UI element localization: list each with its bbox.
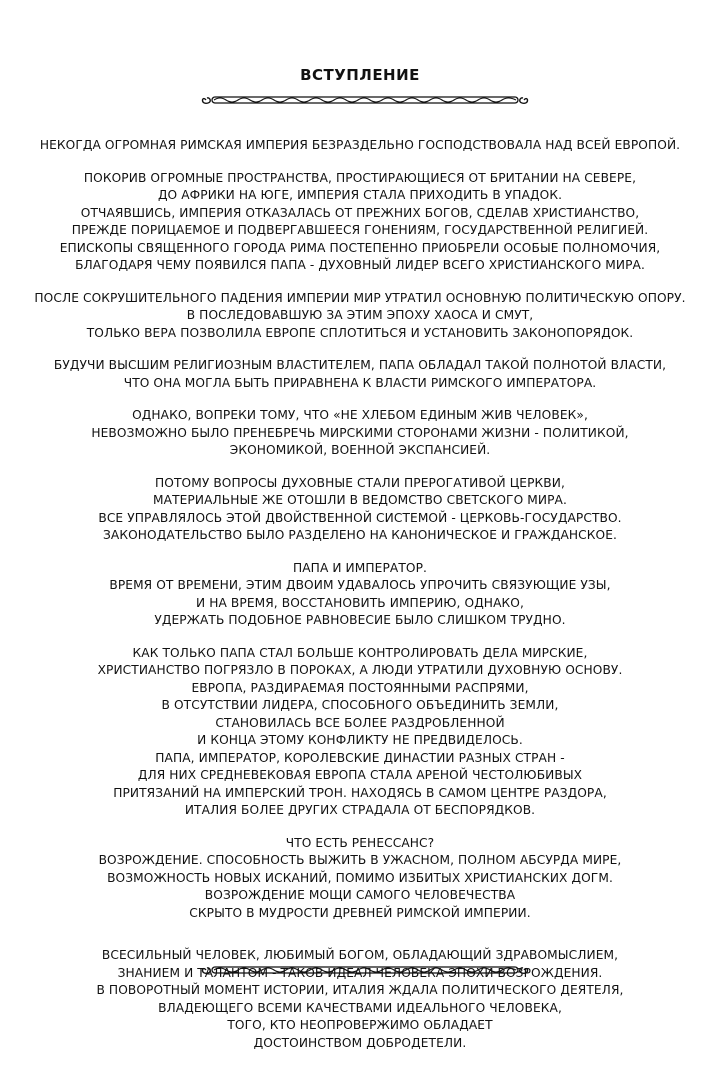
text-line: ЭКОНОМИКОЙ, ВОЕННОЙ ЭКСПАНСИЕЙ. bbox=[229, 443, 491, 457]
text-line: НЕВОЗМОЖНО БЫЛО ПРЕНЕБРЕЧЬ МИРСКИМИ СТОРОНАМИ ЖИЗНИ - ПОЛИТИКОЙ, bbox=[91, 425, 629, 440]
text-line: ПАПА И ИМПЕРАТОР. bbox=[292, 560, 427, 575]
text-line: ХРИСТИАНСТВО ПОГРЯЗЛО В ПОРОКАХ, А ЛЮДИ УТРАТИЛИ ДУХОВНУЮ ОСНОВУ. bbox=[97, 663, 623, 677]
text-line: И НА ВРЕМЯ, ВОССТАНОВИТЬ ИМПЕРИЮ, ОДНАКО, bbox=[196, 595, 524, 610]
text-line: ЧТО ОНА МОГЛА БЫТЬ ПРИРАВНЕНА К ВЛАСТИ РИМСКОГО ИМПЕРАТОРА. bbox=[123, 375, 597, 390]
text-line: ДОСТОИНСТВОМ ДОБРОДЕТЕЛИ. bbox=[253, 1035, 467, 1050]
text-line: ВСЕСИЛЬНЫЙ ЧЕЛОВЕК, ЛЮБИМЫЙ БОГОМ, ОБЛАДАЮЩИЙ ЗДРАВОМЫСЛИЕМ, bbox=[101, 948, 619, 962]
text-line: ДЛЯ НИХ СРЕДНЕВЕКОВАЯ ЕВРОПА СТАЛА АРЕНОЙ ЧЕСТОЛЮБИВЫХ bbox=[137, 768, 583, 782]
text-line: ВЛАДЕЮЩЕГО ВСЕМИ КАЧЕСТВАМИ ИДЕАЛЬНОГО ЧЕЛОВЕКА, bbox=[158, 1000, 562, 1015]
introduction-text bbox=[0, 137, 720, 1067]
text-line: БЛАГОДАРЯ ЧЕМУ ПОЯВИЛСЯ ПАПА - ДУХОВНЫЙ ЛИДЕР ВСЕГО ХРИСТИАНСКОГО МИРА. bbox=[75, 258, 645, 272]
text-line: ВСЕ УПРАВЛЯЛОСЬ ЭТОЙ ДВОЙСТВЕННОЙ СИСТЕМОЙ - ЦЕРКОВЬ-ГОСУДАРСТВО. bbox=[98, 510, 622, 525]
paragraph bbox=[0, 835, 720, 923]
bottom-ornament-divider bbox=[200, 962, 530, 978]
text-line: ИТАЛИЯ БОЛЕЕ ДРУГИХ СТРАДАЛА ОТ БЕСПОРЯДКОВ. bbox=[184, 803, 536, 817]
text-line: СТАНОВИЛАСЬ ВСЕ БОЛЕЕ РАЗДРОБЛЕННОЙ bbox=[215, 715, 505, 730]
text-line: КАК ТОЛЬКО ПАПА СТАЛ БОЛЬШЕ КОНТРОЛИРОВАТЬ ДЕЛА МИРСКИЕ, bbox=[132, 645, 588, 660]
text-line: В ПОСЛЕДОВАВШУЮ ЗА ЭТИМ ЭПОХУ ХАОСА И СМУТ, bbox=[186, 308, 534, 322]
text-line: ПРИТЯЗАНИЙ НА ИМПЕРСКИЙ ТРОН. НАХОДЯСЬ В САМОМ ЦЕНТРЕ РАЗДОРА, bbox=[113, 785, 607, 800]
paragraph bbox=[0, 475, 720, 545]
text-line: НЕКОГДА ОГРОМНАЯ РИМСКАЯ ИМПЕРИЯ БЕЗРАЗДЕЛЬНО ГОСПОДСТВОВАЛА НАД ВСЕЙ ЕВРОПОЙ. bbox=[39, 138, 681, 152]
text-line: ПОТОМУ ВОПРОСЫ ДУХОВНЫЕ СТАЛИ ПРЕРОГАТИВОЙ ЦЕРКВИ, bbox=[155, 475, 565, 490]
page-title: ВСТУПЛЕНИЕ bbox=[300, 66, 420, 84]
text-line: ТОГО, КТО НЕОПРОВЕРЖИМО ОБЛАДАЕТ bbox=[227, 1018, 493, 1032]
text-line: ТОЛЬКО ВЕРА ПОЗВОЛИЛА ЕВРОПЕ СПЛОТИТЬСЯ И УСТАНОВИТЬ ЗАКОНОПОРЯДОК. bbox=[86, 325, 634, 340]
paragraph bbox=[0, 407, 720, 460]
paragraph bbox=[0, 645, 720, 820]
paragraph bbox=[0, 170, 720, 275]
text-line: ВОЗМОЖНОСТЬ НОВЫХ ИСКАНИЙ, ПОМИМО ИЗБИТЫХ ХРИСТИАНСКИХ ДОГМ. bbox=[107, 870, 613, 885]
text-line: МАТЕРИАЛЬНЫЕ ЖЕ ОТОШЛИ В ВЕДОМСТВО СВЕТСКОГО МИРА. bbox=[153, 493, 567, 507]
text-line: ПАПА, ИМПЕРАТОР, КОРОЛЕВСКИЕ ДИНАСТИИ РАЗНЫХ СТРАН - bbox=[155, 750, 565, 765]
text-line: В ПОВОРОТНЫЙ МОМЕНТ ИСТОРИИ, ИТАЛИЯ ЖДАЛА ПОЛИТИЧЕСКОГО ДЕЯТЕЛЯ, bbox=[96, 983, 624, 997]
text-line: ЧТО ЕСТЬ РЕНЕССАНС? bbox=[285, 835, 435, 850]
text-line: ПОСЛЕ СОКРУШИТЕЛЬНОГО ПАДЕНИЯ ИМПЕРИИ МИР УТРАТИЛ ОСНОВНУЮ ПОЛИТИЧЕСКУЮ ОПОРУ. bbox=[34, 290, 686, 305]
text-line: ВОЗРОЖДЕНИЕ. СПОСОБНОСТЬ ВЫЖИТЬ В УЖАСНОМ, ПОЛНОМ АБСУРДА МИРЕ, bbox=[98, 853, 622, 867]
text-line: В ОТСУТСТВИИ ЛИДЕРА, СПОСОБНОГО ОБЪЕДИНИТЬ ЗЕМЛИ, bbox=[161, 698, 559, 712]
text-line: ЕПИСКОПЫ СВЯЩЕННОГО ГОРОДА РИМА ПОСТЕПЕННО ПРИОБРЕЛИ ОСОБЫЕ ПОЛНОМОЧИЯ, bbox=[59, 240, 661, 255]
text-line: БУДУЧИ ВЫСШИМ РЕЛИГИОЗНЫМ ВЛАСТИТЕЛЕМ, ПАПА ОБЛАДАЛ ТАКОЙ ПОЛНОТОЙ ВЛАСТИ, bbox=[53, 358, 667, 372]
text-line: И КОНЦА ЭТОМУ КОНФЛИКТУ НЕ ПРЕДВИДЕЛОСЬ. bbox=[197, 733, 523, 747]
paragraph bbox=[0, 357, 720, 392]
text-line: ЗАКОНОДАТЕЛЬСТВО БЫЛО РАЗДЕЛЕНО НА КАНОНИЧЕСКОЕ И ГРАЖДАНСКОЕ. bbox=[102, 528, 617, 542]
paragraph bbox=[0, 560, 720, 630]
paragraph bbox=[0, 137, 720, 155]
text-line: ДО АФРИКИ НА ЮГЕ, ИМПЕРИЯ СТАЛА ПРИХОДИТЬ В УПАДОК. bbox=[157, 188, 563, 202]
text-line: ВРЕМЯ ОТ ВРЕМЕНИ, ЭТИМ ДВОИМ УДАВАЛОСЬ УПРОЧИТЬ СВЯЗУЮЩИЕ УЗЫ, bbox=[109, 578, 611, 592]
text-line: ЕВРОПА, РАЗДИРАЕМАЯ ПОСТОЯННЫМИ РАСПРЯМИ, bbox=[191, 680, 529, 695]
text-line: ПОКОРИВ ОГРОМНЫЕ ПРОСТРАНСТВА, ПРОСТИРАЮЩИЕСЯ ОТ БРИТАНИИ НА СЕВЕРЕ, bbox=[83, 170, 637, 185]
paragraph bbox=[0, 290, 720, 343]
text-line: ОДНАКО, ВОПРЕКИ ТОМУ, ЧТО «НЕ ХЛЕБОМ ЕДИНЫМ ЖИВ ЧЕЛОВЕК», bbox=[132, 408, 588, 422]
top-ornament-divider bbox=[200, 92, 530, 108]
text-line: ОТЧАЯВШИСЬ, ИМПЕРИЯ ОТКАЗАЛАСЬ ОТ ПРЕЖНИХ БОГОВ, СДЕЛАВ ХРИСТИАНСТВО, bbox=[80, 205, 640, 220]
text-line: ПРЕЖДЕ ПОРИЦАЕМОЕ И ПОДВЕРГАВШЕЕСЯ ГОНЕНИЯМ, ГОСУДАРСТВЕННОЙ РЕЛИГИЕЙ. bbox=[71, 223, 649, 237]
text-line: ЗНАНИЕМ И ТАЛАНТОМ - ТАКОВ ИДЕАЛ ЧЕЛОВЕКА ЭПОХИ ВОЗРОЖДЕНИЯ. bbox=[117, 965, 603, 980]
text-line: ВОЗРОЖДЕНИЕ МОЩИ САМОГО ЧЕЛОВЕЧЕСТВА bbox=[204, 888, 516, 902]
text-line: СКРЫТО В МУДРОСТИ ДРЕВНЕЙ РИМСКОЙ ИМПЕРИИ. bbox=[189, 905, 531, 920]
text-line: УДЕРЖАТЬ ПОДОБНОЕ РАВНОВЕСИЕ БЫЛО СЛИШКОМ ТРУДНО. bbox=[154, 613, 566, 627]
